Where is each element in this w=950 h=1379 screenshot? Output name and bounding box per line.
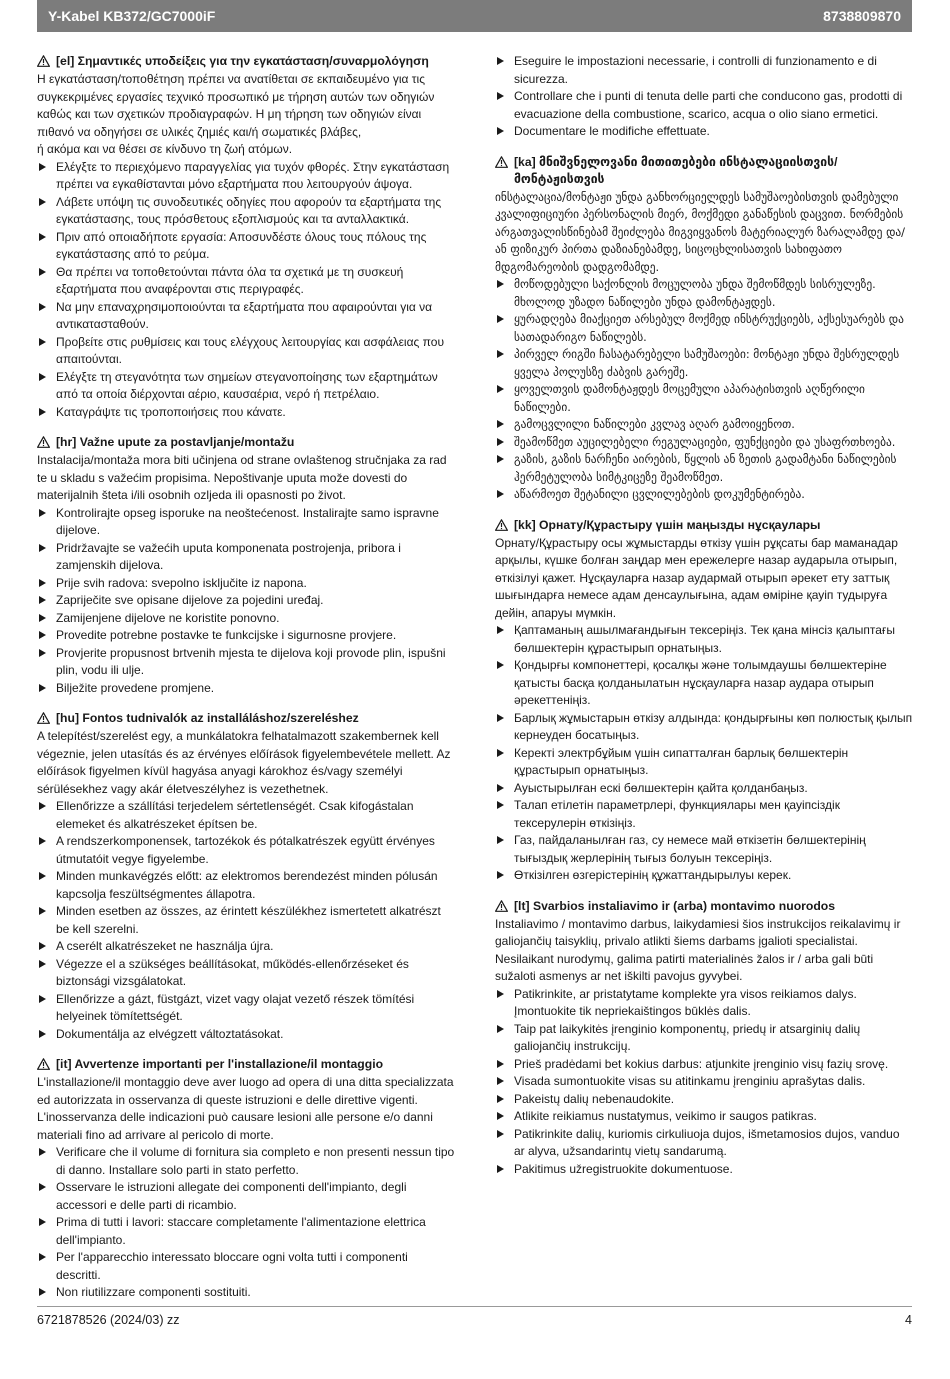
bullet-triangle-icon bbox=[39, 1183, 46, 1191]
list-item bbox=[495, 710, 913, 745]
section-hr bbox=[37, 434, 455, 697]
list-item bbox=[495, 451, 913, 486]
list-item-text: აწარმოეთ შეტანილი ცვლილებების დოკუმენტირება. bbox=[514, 487, 805, 501]
list-item-text: Қондырғы компонеттері, қосалқы және толымдаушы бөлшектеріне қатысты басқа қолданылатын нұсқауларға назар аудара отырып әрекеттеніңіз. bbox=[514, 658, 887, 707]
list-item bbox=[495, 1056, 913, 1074]
list-item-text: Patikrinkite dalių, kuriomis cirkuliuoja dujos, išmetamosios dujos, vanduo ar alyva, užsandarintų vietų sandarumą. bbox=[514, 1126, 900, 1158]
section-lt bbox=[495, 898, 913, 1179]
section-paragraph: L'installazione/il montaggio deve aver luogo ad opera di una ditta specializzata ed autorizzata in osservanza di queste istruzioni e delle direttive vigenti. L'inosservanza delle indicazioni può causare lesioni alle persone e/o danni materiali fino ad arrivare al pericolo di morte. bbox=[37, 1075, 454, 1142]
list-item bbox=[495, 986, 913, 1021]
list-item bbox=[37, 299, 455, 334]
section-it-continued bbox=[495, 53, 913, 141]
list-item-text: Pakitimus užregistruokite dokumentuose. bbox=[514, 1161, 733, 1176]
section-paragraph: A telepítést/szerelést egy, a munkálatokra felhatalmazott szakembernek kell végeznie, jelen utasítás és az érvényes előírások figyelembevétele mellett. Az előírások figyelmen kívül hagyása anyagi károkhoz és/vagy személyi sérülésekhez vagy akár életveszélyhez is vezethetnek. bbox=[37, 729, 451, 796]
section-heading-text: [lt] Svarbios instaliavimo ir (arba) montavimo nuorodos bbox=[514, 898, 835, 913]
section-kk bbox=[495, 517, 913, 885]
list-item-text: Ellenőrizze a szállítási terjedelem sértetlenségét. Csak kifogástalan elemeket és alkatrészeket építsen be. bbox=[56, 799, 414, 831]
section-heading-text: [ka] მნიშვნელოვანი მითითებები ინსტალაციისთვის/მონტაჟისთვის bbox=[514, 154, 838, 186]
bullet-triangle-icon bbox=[497, 1130, 504, 1138]
bullet-triangle-icon bbox=[497, 714, 504, 722]
section-heading-text: [kk] Орнату/Құрастыру үшін маңызды нұсқаулары bbox=[514, 517, 821, 532]
list-item-text: Πριν από οποιαδήποτε εργασία: Αποσυνδέστε όλους τους πόλους της εγκατάστασης από το ρεύμα. bbox=[56, 229, 427, 261]
section-heading bbox=[495, 898, 913, 915]
list-item-text: Controllare che i punti di tenuta delle parti che conducono gas, prodotti di evacuazione della combustione, scarico, acqua o olio siano ermetici. bbox=[514, 89, 903, 121]
bullet-triangle-icon bbox=[497, 1095, 504, 1103]
list-item-text: Patikrinkite, ar pristatytame komplekte yra visos reikiamos dalys. Įmontuokite tik nepriekaištingos būklės dalis. bbox=[514, 986, 857, 1018]
bullet-triangle-icon bbox=[39, 596, 46, 604]
instruction-list bbox=[37, 1144, 455, 1302]
list-item bbox=[37, 1284, 455, 1302]
bullet-triangle-icon bbox=[39, 1218, 46, 1226]
list-item-text: Atlikite reikiamus nustatymus, veikimo ir saugos patikras. bbox=[514, 1109, 817, 1123]
bullet-triangle-icon bbox=[497, 315, 504, 323]
warning-triangle-icon bbox=[37, 436, 50, 448]
section-el bbox=[37, 53, 455, 421]
bullet-triangle-icon bbox=[39, 408, 46, 416]
list-item bbox=[495, 780, 913, 798]
list-item-text: Προβείτε στις ρυθμίσεις και τους ελέγχους λειτουργίας και ασφάλειας που απαιτούνται. bbox=[56, 334, 445, 366]
section-heading-text: [hr] Važne upute za postavljanje/montažu bbox=[56, 435, 295, 449]
section-it bbox=[37, 1056, 455, 1302]
list-item-text: Documentare le modifiche effettuate. bbox=[514, 124, 710, 138]
list-item bbox=[37, 1026, 455, 1044]
list-item bbox=[495, 311, 913, 346]
instruction-list bbox=[495, 276, 913, 504]
instruction-list bbox=[37, 159, 455, 422]
list-item bbox=[37, 798, 455, 833]
bullet-triangle-icon bbox=[497, 784, 504, 792]
list-item bbox=[37, 229, 455, 264]
footer-divider bbox=[37, 1306, 912, 1307]
bullet-triangle-icon bbox=[39, 1288, 46, 1296]
section-heading-text: [el] Σημαντικές υποδείξεις για την εγκατάσταση/συναρμολόγηση bbox=[56, 54, 429, 68]
section-paragraph: ή ακόμα και να θέσει σε κίνδυνο τη ζωή ατόμων. bbox=[37, 142, 293, 156]
list-item-text: Талап етілетін параметрлері, функциялары мен қауіпсіздік тексерулерін өткізіңіз. bbox=[514, 798, 840, 830]
bullet-triangle-icon bbox=[39, 614, 46, 622]
bullet-triangle-icon bbox=[497, 92, 504, 100]
instruction-list bbox=[37, 505, 455, 698]
list-item-text: Minden esetben az összes, az érintett készülékhez ismertetett alkatrészt be kell szerelni. bbox=[56, 904, 441, 936]
bullet-triangle-icon bbox=[39, 631, 46, 639]
list-item bbox=[495, 1126, 913, 1161]
bullet-triangle-icon bbox=[39, 303, 46, 311]
bullet-triangle-icon bbox=[497, 661, 504, 669]
bullet-triangle-icon bbox=[39, 649, 46, 657]
header-model: Y-Kabel KB372/GC7000iF bbox=[48, 8, 216, 24]
footer bbox=[37, 1313, 912, 1327]
list-item-text: Visada sumontuokite visas su atitinkamu įrenginiu aprašytas dalis. bbox=[514, 1074, 866, 1088]
list-item bbox=[37, 159, 455, 194]
bullet-triangle-icon bbox=[39, 942, 46, 950]
list-item bbox=[37, 680, 455, 698]
bullet-triangle-icon bbox=[497, 57, 504, 65]
list-item bbox=[37, 991, 455, 1026]
list-item-text: Végezze el a szükséges beállításokat, működés-ellenőrzéseket és biztonsági vizsgálatokat. bbox=[56, 956, 409, 988]
section-heading-text: [it] Avvertenze importanti per l'installazione/il montaggio bbox=[56, 1057, 384, 1071]
list-item bbox=[37, 575, 455, 593]
list-item-text: Καταγράψτε τις τροποποιήσεις που κάνατε. bbox=[56, 404, 286, 419]
list-item-text: Eseguire le impostazioni necessarie, i controlli di funzionamento e di sicurezza. bbox=[514, 54, 877, 86]
section-ka bbox=[495, 154, 913, 504]
list-item bbox=[495, 416, 913, 434]
list-item-text: Prieš pradėdami bet kokius darbus: atjunkite įrenginio visų fazių srovę. bbox=[514, 1056, 889, 1071]
bullet-triangle-icon bbox=[497, 1077, 504, 1085]
list-item bbox=[37, 1144, 455, 1179]
list-item-text: Θα πρέπει να τοποθετούνται πάντα όλα τα σχετικά με τη συσκευή εξαρτήματα που αναφέρονται στις περιγραφές. bbox=[56, 264, 404, 296]
bullet-triangle-icon bbox=[497, 749, 504, 757]
bullet-triangle-icon bbox=[39, 268, 46, 276]
list-item bbox=[37, 833, 455, 868]
list-item bbox=[495, 486, 913, 504]
bullet-triangle-icon bbox=[39, 1030, 46, 1038]
list-item-text: Ellenőrizze a gázt, füstgázt, vizet vagy olajat vezető részek tömítési helyeinek tömítettségét. bbox=[56, 991, 415, 1023]
section-heading bbox=[37, 434, 455, 451]
list-item-text: Να μην επαναχρησιμοποιούνται τα εξαρτήματα που αφαιρούνται για να αντικατασταθούν. bbox=[56, 299, 433, 331]
list-item-text: გაზის, გაზის ნარჩენი აირების, წყლის ან ზეთის გადამტანი ნაწილების ჰერმეტულობა სიმტკიცეზე შეამოწმეთ. bbox=[514, 452, 897, 484]
list-item bbox=[495, 1161, 913, 1179]
bullet-triangle-icon bbox=[39, 995, 46, 1003]
bullet-triangle-icon bbox=[497, 836, 504, 844]
list-item-text: Zapriječite sve opisane dijelove za pojedini uređaj. bbox=[56, 593, 324, 607]
instruction-list bbox=[495, 622, 913, 885]
list-item bbox=[37, 627, 455, 645]
list-item bbox=[37, 334, 455, 369]
list-item bbox=[495, 745, 913, 780]
list-item bbox=[495, 276, 913, 311]
list-item bbox=[495, 1108, 913, 1126]
bullet-triangle-icon bbox=[497, 626, 504, 634]
instruction-list bbox=[37, 798, 455, 1043]
list-item bbox=[495, 1091, 913, 1109]
list-item bbox=[495, 381, 913, 416]
right-column bbox=[495, 53, 913, 1191]
list-item-text: Provedite potrebne postavke te funkcijske i sigurnosne provjere. bbox=[56, 628, 397, 642]
list-item bbox=[495, 53, 913, 88]
list-item-text: Газ, пайдаланылған газ, су немесе май өткізетін бөлшектерінің тығыздық жерлерінің тығыз болуын тексеріңіз. bbox=[514, 833, 866, 865]
section-heading bbox=[37, 710, 455, 727]
list-item-text: პირველ რიგში ჩასატარებელი სამუშაოები: მონტაჟი უნდა შესრულდეს ყველა პოლუსზე ძაბვის გარეშე. bbox=[514, 347, 900, 379]
bullet-triangle-icon bbox=[39, 684, 46, 692]
bullet-triangle-icon bbox=[39, 509, 46, 517]
bullet-triangle-icon bbox=[497, 1112, 504, 1120]
list-item bbox=[37, 903, 455, 938]
list-item bbox=[37, 404, 455, 422]
list-item bbox=[37, 194, 455, 229]
list-item bbox=[495, 123, 913, 141]
list-item-text: Per l'apparecchio interessato bloccare ogni volta tutti i componenti descritti. bbox=[56, 1250, 408, 1282]
footer-doc-ref: 6721878526 (2024/03) zz bbox=[37, 1313, 180, 1327]
bullet-triangle-icon bbox=[39, 837, 46, 845]
list-item-text: Verificare che il volume di fornitura sia completo e non presenti nessun tipo di danno. Installare solo parti in stato perfetto. bbox=[56, 1145, 455, 1177]
list-item-text: გამოცვლილი ნაწილები კვლავ აღარ გამოიყენოთ. bbox=[514, 417, 795, 431]
list-item-text: Dokumentálja az elvégzett változtatásokat. bbox=[56, 1026, 284, 1041]
list-item bbox=[37, 610, 455, 628]
list-item bbox=[37, 505, 455, 540]
list-item-text: Prije svih radova: svepolno isključite iz napona. bbox=[56, 575, 307, 590]
list-item bbox=[495, 88, 913, 123]
list-item-text: Λάβετε υπόψη τις συνοδευτικές οδηγίες που αφορούν τα εξαρτήματα της εγκατάστασης, τους πρόσθετους εξοπλισμούς και τα ανταλλακτικά. bbox=[56, 194, 442, 226]
left-column bbox=[37, 53, 455, 1315]
bullet-triangle-icon bbox=[39, 1148, 46, 1156]
list-item bbox=[37, 540, 455, 575]
bullet-triangle-icon bbox=[39, 233, 46, 241]
list-item bbox=[495, 832, 913, 867]
section-paragraph: Instalacija/montaža mora biti učinjena od strane ovlaštenog stručnjaka za rad te u skladu s važećim propisima. Nepoštivanje uputa može dovesti do materijalnih šteta i/ili osobnih ozljeda ili opasnosti po život. bbox=[37, 453, 447, 502]
list-item-text: Өткізілген өзгерістерінің құжаттандырылуы керек. bbox=[514, 868, 792, 882]
header-bar bbox=[37, 0, 912, 32]
list-item bbox=[37, 956, 455, 991]
list-item bbox=[37, 1179, 455, 1214]
list-item bbox=[495, 797, 913, 832]
list-item-text: ყოველთვის დამონტაჟდეს მოცემული აპარატისთვის აღწერილი ნაწილები. bbox=[514, 382, 865, 414]
bullet-triangle-icon bbox=[497, 350, 504, 358]
instruction-list bbox=[495, 986, 913, 1179]
bullet-triangle-icon bbox=[39, 579, 46, 587]
list-item-text: შეამოწმეთ აუცილებელი რეგულაციები, ფუნქციები და უსაფრთხოება. bbox=[514, 434, 896, 449]
list-item-text: A cserélt alkatrészeket ne használja újra. bbox=[56, 939, 274, 953]
list-item-text: Osservare le istruzioni allegate dei componenti dell'impianto, degli accessori e delle parti di ricambio. bbox=[56, 1180, 407, 1212]
section-heading bbox=[495, 154, 913, 188]
bullet-triangle-icon bbox=[39, 802, 46, 810]
bullet-triangle-icon bbox=[497, 127, 504, 135]
list-item-text: Ελέγξτε τη στεγανότητα των σημείων στεγανοποίησης των εξαρτημάτων από τα οποία διέρχονται αέριο, καυσαέρια, νερό ή πετρέλαιο. bbox=[56, 369, 438, 401]
warning-triangle-icon bbox=[37, 55, 50, 67]
section-paragraph: Орнату/Құрастыру осы жұмыстарды өткізу үшін рұқсаты бар маманадар арқылы, күшке болған заңдар мен ережелерге назар аударыла отырып, өткізілуі қажет. Нұсқауларға назар аудармай отырып әрекет ету заттық шығындарға немесе адам денсаулығына, адам өміріне қауіп тудыруға дейін, апаруы мүмкін. bbox=[495, 535, 898, 620]
list-item-text: A rendszerkomponensek, tartozékok és pótalkatrészek együtt érvényes útmutatóit vegye figyelembe. bbox=[56, 834, 435, 866]
instruction-list bbox=[495, 53, 913, 141]
list-item-text: Pakeistų dalių nebenaudokite. bbox=[514, 1091, 675, 1106]
header-doc-number: 8738809870 bbox=[823, 8, 901, 24]
warning-triangle-icon bbox=[495, 519, 508, 531]
bullet-triangle-icon bbox=[497, 438, 504, 446]
list-item-text: ყურადღება მიაქციეთ არსებულ მოქმედ ინსტრუქციებს, აქსესუარებს და სათადარიგო ნაწილებს. bbox=[514, 312, 904, 344]
bullet-triangle-icon bbox=[497, 385, 504, 393]
list-item-text: მოწოდებული საქონლის მოცულობა უნდა შემოწმდეს სისრულეზე. მხოლოდ უზადო ნაწილები უნდა დამონტაჟდეს. bbox=[514, 277, 876, 309]
section-paragraph: Instaliavimo / montavimo darbus, laikydamiesi šios instrukcijos reikalavimų ir galiojančių taisyklių, privalo atlikti šiems darbams įgalioti specialistai. Nesilaikant nurodymų, galima patirti materialinės žalos ir / arba gali būti sužaloti asmenys ar net iškilti pavojus gyvybei. bbox=[495, 916, 901, 983]
list-item-text: Барлық жұмыстарын өткізу алдында: қондырғыны көп полюстық қылып кернеуден босатыңыз. bbox=[514, 710, 913, 742]
bullet-triangle-icon bbox=[497, 455, 504, 463]
list-item bbox=[37, 938, 455, 956]
list-item bbox=[495, 867, 913, 885]
list-item-text: Kontrolirajte opseg isporuke na neoštećenost. Instalirajte samo ispravne dijelove. bbox=[56, 505, 439, 537]
list-item-text: Zamijenjene dijelove ne koristite ponovno. bbox=[56, 610, 280, 625]
list-item bbox=[37, 868, 455, 903]
section-heading-text: [hu] Fontos tudnivalók az installáláshoz/szereléshez bbox=[56, 711, 359, 725]
list-item-text: Қаптаманың ашылмағандығын тексеріңіз. Тек қана мінсіз қалыптағы бөлшектерін құрастырып орнатыңыз. bbox=[514, 623, 895, 655]
warning-triangle-icon bbox=[495, 900, 508, 912]
list-item-text: Ауыстырылған ескі бөлшектерін қайта қолданбаңыз. bbox=[514, 780, 808, 795]
bullet-triangle-icon bbox=[497, 280, 504, 288]
list-item bbox=[495, 434, 913, 452]
bullet-triangle-icon bbox=[39, 163, 46, 171]
bullet-triangle-icon bbox=[39, 960, 46, 968]
list-item bbox=[37, 369, 455, 404]
section-paragraph: Η εγκατάσταση/τοποθέτηση πρέπει να ανατίθεται σε εκπαιδευμένο για τις συγκεκριμένες εργασίες τεχνικό προσωπικό με τήρηση αυτών των οδηγιών καθώς και των σχετικών προδιαγραφών. Η μη τήρηση των οδηγιών είναι πιθανό να οδηγήσει σε υλικές ζημιές και/ή σωματικές βλάβες, bbox=[37, 72, 435, 139]
section-paragraph: ინსტალაცია/მონტაჟი უნდა განხორციელდეს სამუშაოებისთვის დამებული კვალიფიციური პერსონალის მიერ, მოქმედი განაწესის დაცვით. ნორმების არგათვალისწინებამ შეიძლება მიგვიყვანოს მატერიალურ ზარალამდე და/ან ფიზიკურ პირთა დაზიანებამდე, სიცოცხლისათვის სახიფათო მდგომარეობის დადგომამდე. bbox=[495, 189, 906, 274]
bullet-triangle-icon bbox=[497, 420, 504, 428]
warning-triangle-icon bbox=[37, 1058, 50, 1070]
list-item-text: Prima di tutti i lavori: staccare completamente l'alimentazione elettrica dell'impianto. bbox=[56, 1215, 426, 1247]
list-item bbox=[37, 1249, 455, 1284]
list-item-text: Керекті электрбұйым үшін сипатталған барлық бөлшектерін құрастырып орнатыңыз. bbox=[514, 745, 849, 777]
section-heading bbox=[37, 53, 455, 70]
warning-triangle-icon bbox=[37, 712, 50, 724]
bullet-triangle-icon bbox=[497, 490, 504, 498]
bullet-triangle-icon bbox=[39, 338, 46, 346]
list-item-text: Bilježite provedene promjene. bbox=[56, 680, 215, 695]
list-item-text: Taip pat laikykitės įrenginio komponentų, priedų ir atsarginių dalių galiojančių instrukcijų. bbox=[514, 1021, 861, 1053]
warning-triangle-icon bbox=[495, 156, 508, 168]
section-hu bbox=[37, 710, 455, 1043]
bullet-triangle-icon bbox=[39, 1253, 46, 1261]
list-item bbox=[495, 622, 913, 657]
bullet-triangle-icon bbox=[39, 198, 46, 206]
list-item bbox=[37, 645, 455, 680]
list-item bbox=[495, 346, 913, 381]
bullet-triangle-icon bbox=[497, 1060, 504, 1068]
list-item bbox=[37, 592, 455, 610]
section-heading bbox=[495, 517, 913, 534]
bullet-triangle-icon bbox=[39, 373, 46, 381]
list-item bbox=[37, 1214, 455, 1249]
list-item bbox=[495, 1021, 913, 1056]
bullet-triangle-icon bbox=[39, 544, 46, 552]
list-item bbox=[495, 657, 913, 710]
list-item-text: Minden munkavégzés előtt: az elektromos berendezést minden pólusán kapcsolja feszültségmentes állapotra. bbox=[56, 869, 438, 901]
list-item-text: Provjerite propusnost brtvenih mjesta te dijelova koji provode plin, ispušni plin, vodu ili ulje. bbox=[56, 645, 446, 677]
bullet-triangle-icon bbox=[497, 801, 504, 809]
list-item-text: Ελέγξτε το περιεχόμενο παραγγελίας για τυχόν φθορές. Στην εγκατάσταση πρέπει να εγκαθίστανται μόνο εξαρτήματα που λειτουργούν άψογα. bbox=[56, 159, 450, 191]
bullet-triangle-icon bbox=[497, 871, 504, 879]
bullet-triangle-icon bbox=[497, 1165, 504, 1173]
list-item bbox=[495, 1073, 913, 1091]
list-item-text: Non riutilizzare componenti sostituiti. bbox=[56, 1285, 251, 1299]
list-item bbox=[37, 264, 455, 299]
bullet-triangle-icon bbox=[39, 872, 46, 880]
bullet-triangle-icon bbox=[39, 907, 46, 915]
bullet-triangle-icon bbox=[497, 990, 504, 998]
section-heading bbox=[37, 1056, 455, 1073]
list-item-text: Pridržavajte se važećih uputa komponenata postrojenja, pribora i zamjenskih dijelova. bbox=[56, 540, 401, 572]
page-number: 4 bbox=[905, 1313, 912, 1327]
bullet-triangle-icon bbox=[497, 1025, 504, 1033]
